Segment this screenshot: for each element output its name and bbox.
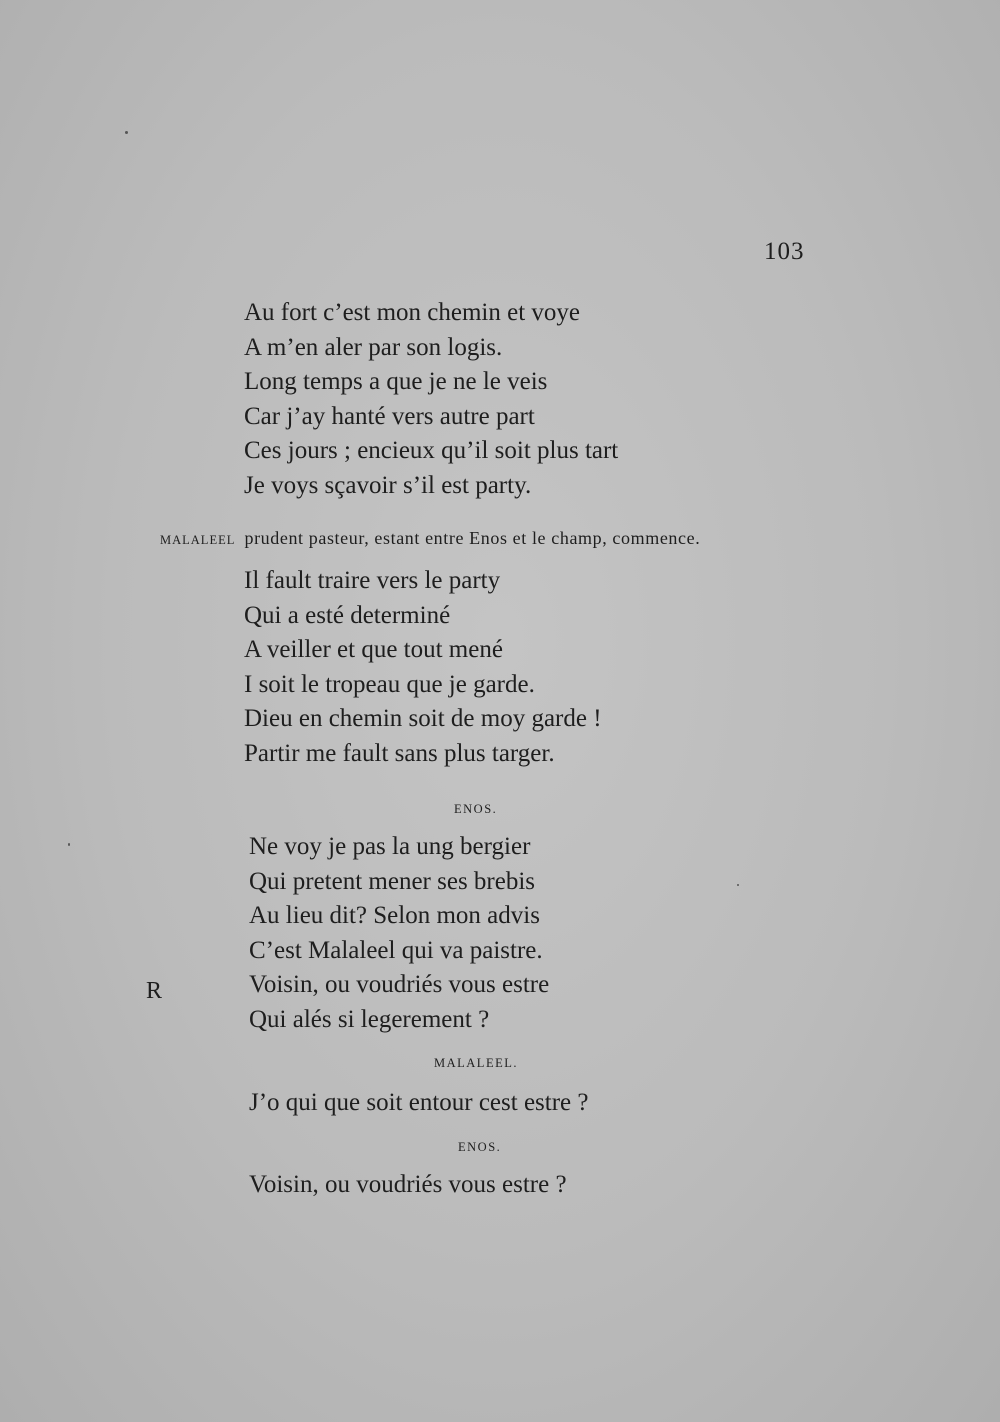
verse-line: Voisin, ou voudriés vous estre ? — [249, 1171, 567, 1198]
verse-line: Dieu en chemin soit de moy garde ! — [244, 705, 602, 733]
verse-line: C’est Malaleel qui va paistre. — [249, 936, 543, 964]
paper-speck — [737, 884, 739, 886]
verse-line: Ne voy je pas la ung bergier — [249, 833, 531, 860]
verse-line: Au fort c’est mon chemin et voye — [244, 299, 581, 326]
paper-speck — [125, 131, 128, 134]
verse-stanza-5 — [249, 1168, 567, 1203]
speaker-enos: ENOS. — [454, 802, 498, 816]
verse-line: Qui alés si legerement ? — [249, 1005, 490, 1033]
verse-line: Je voys sçavoir s’il est party. — [244, 471, 532, 499]
verse-stanza-4 — [249, 1086, 589, 1121]
verse-line: A veiller et que tout mené — [244, 636, 503, 664]
margin-mark: R — [146, 978, 163, 1004]
verse-line: A m’en aler par son logis. — [244, 333, 503, 361]
verse-line: I soit le tropeau que je garde. — [244, 670, 535, 698]
verse-line: Qui a esté determiné — [244, 601, 451, 629]
stage-direction-text: prudent pasteur, estant entre Enos et le champ, commence. — [244, 528, 701, 548]
speaker-enos-2: ENOS. — [458, 1140, 502, 1154]
verse-line: Ces jours ; encieux qu’il soit plus tart — [244, 437, 619, 465]
paper-speck — [68, 843, 70, 846]
page-number: 103 — [764, 238, 805, 265]
verse-line: Il fault traire vers le party — [244, 567, 501, 594]
speaker-malaleel: MALALEEL. — [434, 1056, 518, 1070]
verse-line: Partir me fault sans plus targer. — [244, 739, 555, 767]
verse-stanza-3 — [249, 830, 549, 1038]
verse-stanza-2 — [244, 564, 602, 772]
verse-line: Qui pretent mener ses brebis — [249, 867, 536, 895]
verse-line: Au lieu dit? Selon mon advis — [249, 902, 540, 930]
verse-stanza-1 — [244, 296, 618, 504]
verse-line: Long temps a que je ne le veis — [244, 368, 548, 396]
stage-direction-speaker: MALALEEL — [160, 533, 236, 547]
verse-line: J’o qui que soit entour cest estre ? — [249, 1089, 589, 1116]
stage-direction — [160, 528, 700, 549]
verse-line: Car j’ay hanté vers autre part — [244, 402, 535, 430]
verse-line: Voisin, ou voudriés vous estre — [249, 971, 550, 999]
